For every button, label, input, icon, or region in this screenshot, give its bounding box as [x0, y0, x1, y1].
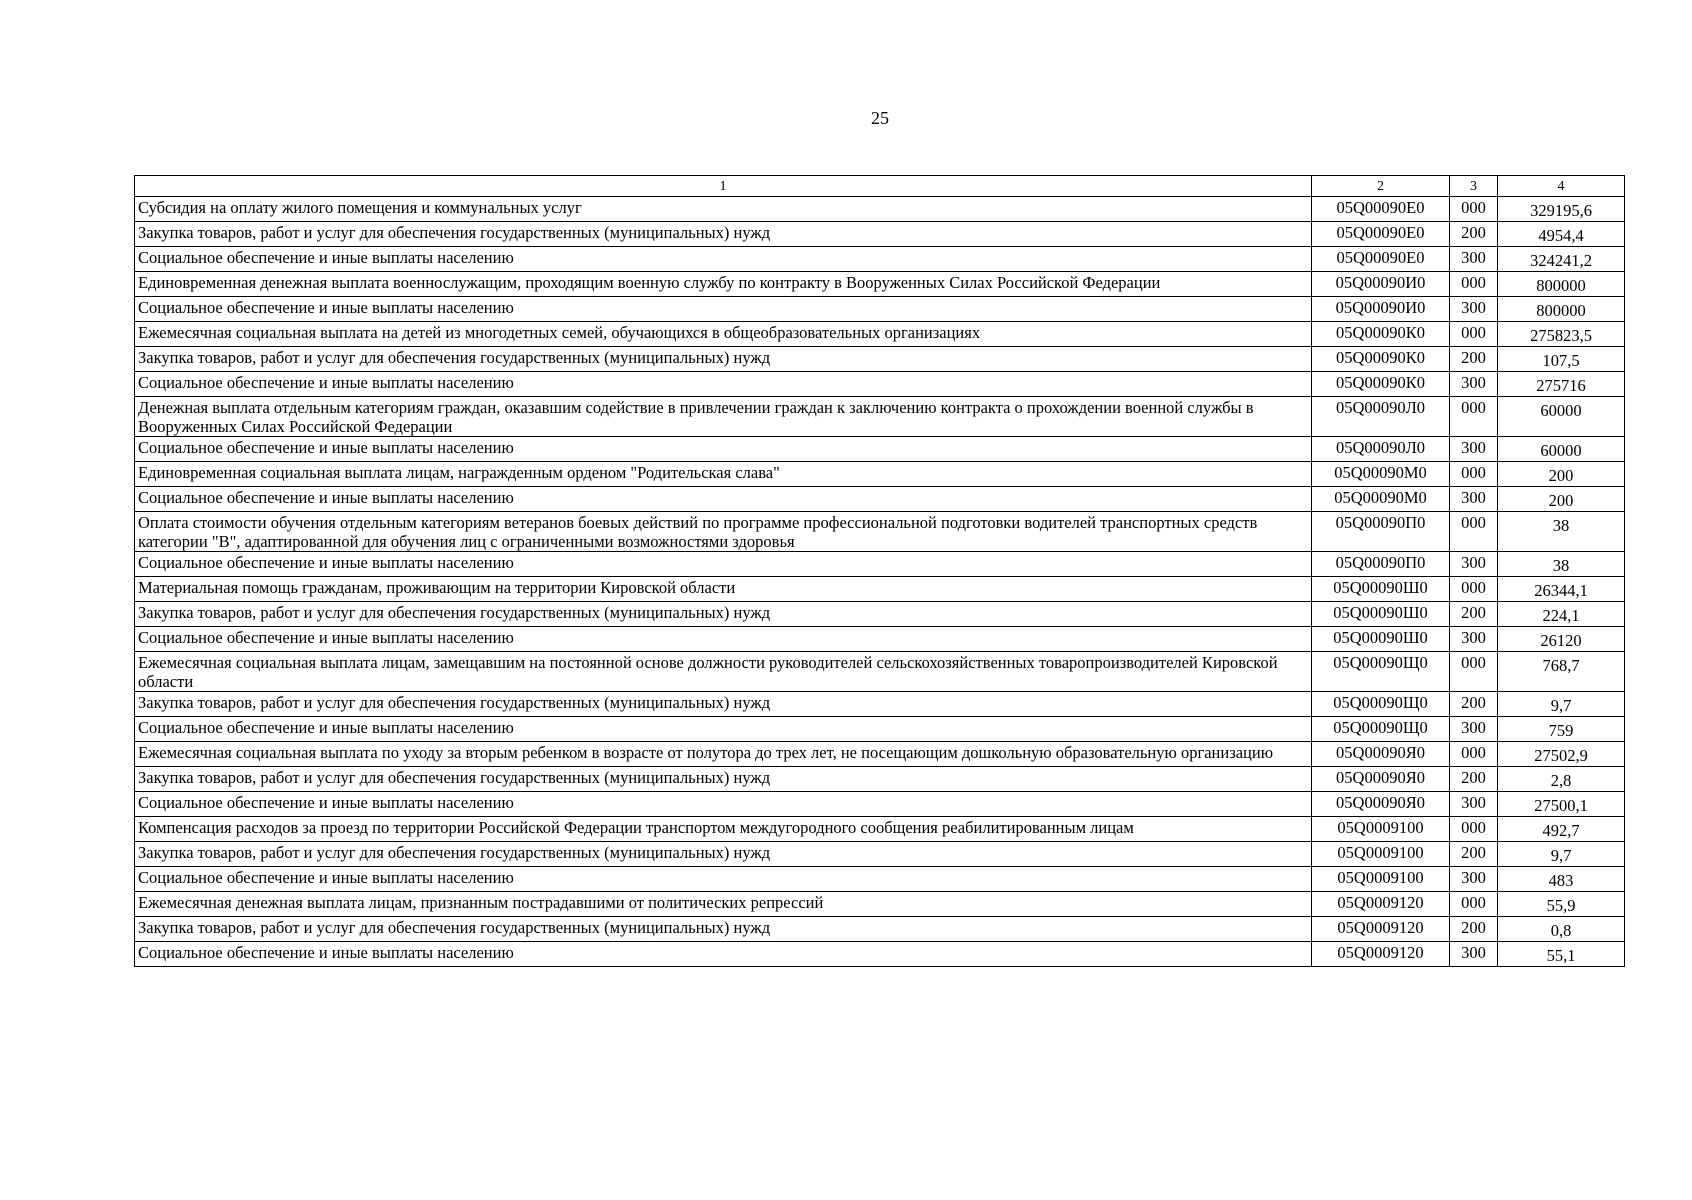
table-row — [135, 652, 1625, 692]
column-header-code: 2 — [1312, 176, 1450, 197]
table-row — [135, 627, 1625, 652]
row-type-cell: 000 — [1450, 322, 1498, 347]
row-code-cell: 05Q00090Ш0 — [1312, 602, 1450, 627]
column-header-name: 1 — [135, 176, 1312, 197]
table-row — [135, 462, 1625, 487]
row-type-cell: 300 — [1450, 487, 1498, 512]
row-sum-cell: 38 — [1498, 512, 1625, 552]
table-row — [135, 347, 1625, 372]
table-row — [135, 892, 1625, 917]
row-code-cell: 05Q00090Ш0 — [1312, 577, 1450, 602]
row-name-cell: Компенсация расходов за проезд по территории Российской Федерации транспортом междугородного сообщения реабилитированным лицам — [135, 817, 1312, 842]
row-code-cell: 05Q00090Е0 — [1312, 247, 1450, 272]
row-code-cell: 05Q0009120 — [1312, 917, 1450, 942]
row-type-cell: 300 — [1450, 297, 1498, 322]
row-code-cell: 05Q0009100 — [1312, 867, 1450, 892]
table-row — [135, 842, 1625, 867]
row-type-cell: 000 — [1450, 197, 1498, 222]
table-row — [135, 767, 1625, 792]
table-body — [135, 197, 1625, 967]
row-sum-cell: 4954,4 — [1498, 222, 1625, 247]
table-row — [135, 867, 1625, 892]
row-type-cell: 300 — [1450, 792, 1498, 817]
row-type-cell: 200 — [1450, 347, 1498, 372]
row-sum-cell: 38 — [1498, 552, 1625, 577]
row-sum-cell: 200 — [1498, 462, 1625, 487]
table-row — [135, 397, 1625, 437]
row-sum-cell: 27500,1 — [1498, 792, 1625, 817]
row-code-cell: 05Q00090Щ0 — [1312, 692, 1450, 717]
row-name-cell: Социальное обеспечение и иные выплаты населению — [135, 247, 1312, 272]
table-row — [135, 942, 1625, 967]
row-code-cell: 05Q00090Щ0 — [1312, 652, 1450, 692]
row-sum-cell: 768,7 — [1498, 652, 1625, 692]
row-type-cell: 200 — [1450, 602, 1498, 627]
row-name-cell: Ежемесячная социальная выплата лицам, замещавшим на постоянной основе должности руководителей сельскохозяйственных товаропроизводителей Кировской области — [135, 652, 1312, 692]
row-name-cell: Социальное обеспечение и иные выплаты населению — [135, 627, 1312, 652]
row-sum-cell: 9,7 — [1498, 692, 1625, 717]
row-type-cell: 300 — [1450, 437, 1498, 462]
row-type-cell: 200 — [1450, 917, 1498, 942]
row-sum-cell: 224,1 — [1498, 602, 1625, 627]
row-sum-cell: 2,8 — [1498, 767, 1625, 792]
row-name-cell: Ежемесячная денежная выплата лицам, признанным пострадавшими от политических репрессий — [135, 892, 1312, 917]
row-sum-cell: 26344,1 — [1498, 577, 1625, 602]
row-sum-cell: 275823,5 — [1498, 322, 1625, 347]
row-type-cell: 000 — [1450, 892, 1498, 917]
row-type-cell: 000 — [1450, 652, 1498, 692]
table-row — [135, 297, 1625, 322]
row-code-cell: 05Q00090И0 — [1312, 272, 1450, 297]
table-row — [135, 717, 1625, 742]
row-type-cell: 000 — [1450, 462, 1498, 487]
row-name-cell: Закупка товаров, работ и услуг для обеспечения государственных (муниципальных) нужд — [135, 347, 1312, 372]
column-header-type: 3 — [1450, 176, 1498, 197]
row-code-cell: 05Q00090Е0 — [1312, 197, 1450, 222]
row-code-cell: 05Q00090М0 — [1312, 487, 1450, 512]
row-name-cell: Закупка товаров, работ и услуг для обеспечения государственных (муниципальных) нужд — [135, 842, 1312, 867]
row-sum-cell: 0,8 — [1498, 917, 1625, 942]
row-type-cell: 200 — [1450, 842, 1498, 867]
row-sum-cell: 9,7 — [1498, 842, 1625, 867]
row-sum-cell: 800000 — [1498, 272, 1625, 297]
table-row — [135, 512, 1625, 552]
row-code-cell: 05Q0009120 — [1312, 942, 1450, 967]
row-name-cell: Социальное обеспечение и иные выплаты населению — [135, 552, 1312, 577]
row-name-cell: Социальное обеспечение и иные выплаты населению — [135, 867, 1312, 892]
table-row — [135, 742, 1625, 767]
row-code-cell: 05Q00090К0 — [1312, 347, 1450, 372]
row-code-cell: 05Q00090И0 — [1312, 297, 1450, 322]
row-name-cell: Социальное обеспечение и иные выплаты населению — [135, 487, 1312, 512]
row-code-cell: 05Q0009100 — [1312, 817, 1450, 842]
row-type-cell: 300 — [1450, 942, 1498, 967]
row-name-cell: Единовременная социальная выплата лицам, награжденным орденом "Родительская слава" — [135, 462, 1312, 487]
row-type-cell: 200 — [1450, 767, 1498, 792]
row-name-cell: Ежемесячная социальная выплата по уходу за вторым ребенком в возрасте от полутора до трех лет, не посещающим дошкольную образовательную организацию — [135, 742, 1312, 767]
row-code-cell: 05Q00090Ш0 — [1312, 627, 1450, 652]
row-name-cell: Материальная помощь гражданам, проживающим на территории Кировской области — [135, 577, 1312, 602]
row-type-cell: 300 — [1450, 717, 1498, 742]
row-type-cell: 300 — [1450, 247, 1498, 272]
table-header-row — [135, 176, 1625, 197]
row-sum-cell: 200 — [1498, 487, 1625, 512]
row-name-cell: Социальное обеспечение и иные выплаты населению — [135, 717, 1312, 742]
row-name-cell: Ежемесячная социальная выплата на детей из многодетных семей, обучающихся в общеобразовательных организациях — [135, 322, 1312, 347]
table-row — [135, 437, 1625, 462]
row-code-cell: 05Q00090П0 — [1312, 512, 1450, 552]
row-name-cell: Социальное обеспечение и иные выплаты населению — [135, 372, 1312, 397]
row-code-cell: 05Q0009120 — [1312, 892, 1450, 917]
row-type-cell: 000 — [1450, 577, 1498, 602]
table-row — [135, 792, 1625, 817]
row-code-cell: 05Q00090Я0 — [1312, 742, 1450, 767]
row-sum-cell: 759 — [1498, 717, 1625, 742]
row-sum-cell: 107,5 — [1498, 347, 1625, 372]
row-name-cell: Социальное обеспечение и иные выплаты населению — [135, 437, 1312, 462]
row-sum-cell: 55,9 — [1498, 892, 1625, 917]
row-sum-cell: 492,7 — [1498, 817, 1625, 842]
row-name-cell: Закупка товаров, работ и услуг для обеспечения государственных (муниципальных) нужд — [135, 917, 1312, 942]
row-name-cell: Социальное обеспечение и иные выплаты населению — [135, 942, 1312, 967]
row-name-cell: Закупка товаров, работ и услуг для обеспечения государственных (муниципальных) нужд — [135, 692, 1312, 717]
row-code-cell: 05Q00090Щ0 — [1312, 717, 1450, 742]
table-row — [135, 197, 1625, 222]
row-type-cell: 000 — [1450, 272, 1498, 297]
row-code-cell: 05Q00090М0 — [1312, 462, 1450, 487]
row-code-cell: 05Q00090Е0 — [1312, 222, 1450, 247]
table-row — [135, 247, 1625, 272]
row-sum-cell: 26120 — [1498, 627, 1625, 652]
row-code-cell: 05Q00090Л0 — [1312, 397, 1450, 437]
row-code-cell: 05Q00090Я0 — [1312, 792, 1450, 817]
row-code-cell: 05Q0009100 — [1312, 842, 1450, 867]
row-name-cell: Закупка товаров, работ и услуг для обеспечения государственных (муниципальных) нужд — [135, 602, 1312, 627]
row-code-cell: 05Q00090Я0 — [1312, 767, 1450, 792]
row-code-cell: 05Q00090К0 — [1312, 372, 1450, 397]
row-type-cell: 000 — [1450, 817, 1498, 842]
row-type-cell: 300 — [1450, 552, 1498, 577]
row-sum-cell: 483 — [1498, 867, 1625, 892]
row-type-cell: 200 — [1450, 222, 1498, 247]
row-type-cell: 000 — [1450, 397, 1498, 437]
row-type-cell: 200 — [1450, 692, 1498, 717]
row-name-cell: Единовременная денежная выплата военнослужащим, проходящим военную службу по контракту в Вооруженных Силах Российской Федерации — [135, 272, 1312, 297]
row-sum-cell: 27502,9 — [1498, 742, 1625, 767]
row-name-cell: Денежная выплата отдельным категориям граждан, оказавшим содействие в привлечении граждан к заключению контракта о прохождении военной службы в Вооруженных Силах Российской Федерации — [135, 397, 1312, 437]
row-name-cell: Закупка товаров, работ и услуг для обеспечения государственных (муниципальных) нужд — [135, 767, 1312, 792]
table-row — [135, 322, 1625, 347]
row-sum-cell: 329195,6 — [1498, 197, 1625, 222]
table-row — [135, 487, 1625, 512]
row-type-cell: 300 — [1450, 372, 1498, 397]
row-sum-cell: 55,1 — [1498, 942, 1625, 967]
row-name-cell: Субсидия на оплату жилого помещения и коммунальных услуг — [135, 197, 1312, 222]
budget-table — [134, 175, 1625, 967]
row-name-cell: Оплата стоимости обучения отдельным категориям ветеранов боевых действий по программе профессиональной подготовки водителей транспортных средств категории "В", адаптированной для обучения лиц с ограниченными возможностями здоровья — [135, 512, 1312, 552]
column-header-sum: 4 — [1498, 176, 1625, 197]
row-code-cell: 05Q00090П0 — [1312, 552, 1450, 577]
row-sum-cell: 60000 — [1498, 397, 1625, 437]
table-row — [135, 692, 1625, 717]
table-row — [135, 602, 1625, 627]
row-sum-cell: 275716 — [1498, 372, 1625, 397]
table-row — [135, 917, 1625, 942]
row-sum-cell: 324241,2 — [1498, 247, 1625, 272]
table-row — [135, 372, 1625, 397]
row-sum-cell: 800000 — [1498, 297, 1625, 322]
table-row — [135, 552, 1625, 577]
row-name-cell: Социальное обеспечение и иные выплаты населению — [135, 297, 1312, 322]
row-type-cell: 000 — [1450, 742, 1498, 767]
row-code-cell: 05Q00090Л0 — [1312, 437, 1450, 462]
table-row — [135, 817, 1625, 842]
row-sum-cell: 60000 — [1498, 437, 1625, 462]
table-row — [135, 222, 1625, 247]
page-number: 25 — [871, 108, 889, 128]
row-code-cell: 05Q00090К0 — [1312, 322, 1450, 347]
table-row — [135, 272, 1625, 297]
row-type-cell: 000 — [1450, 512, 1498, 552]
row-name-cell: Закупка товаров, работ и услуг для обеспечения государственных (муниципальных) нужд — [135, 222, 1312, 247]
table-row — [135, 577, 1625, 602]
row-type-cell: 300 — [1450, 627, 1498, 652]
row-type-cell: 300 — [1450, 867, 1498, 892]
row-name-cell: Социальное обеспечение и иные выплаты населению — [135, 792, 1312, 817]
